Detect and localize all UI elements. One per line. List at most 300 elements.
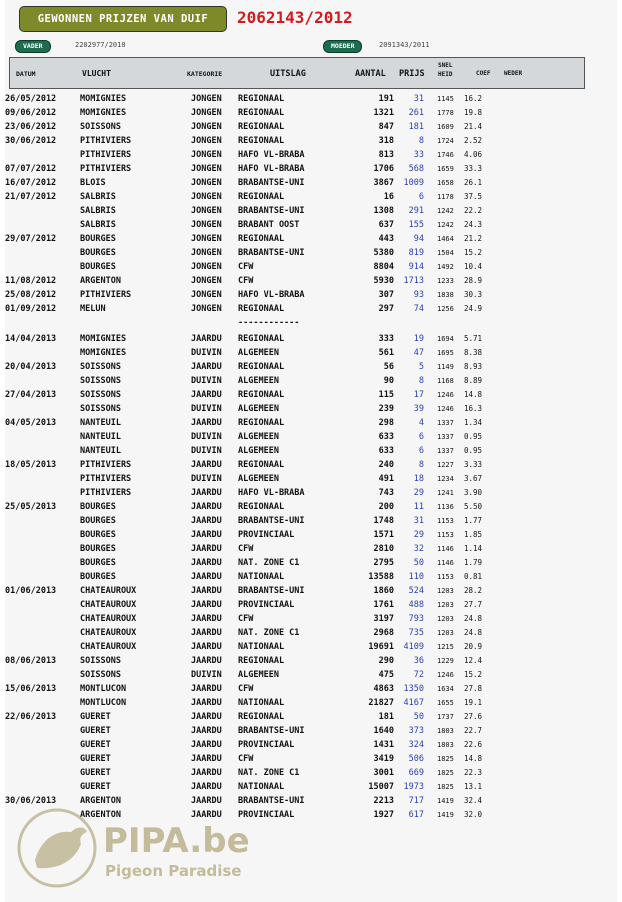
row-flight: MOMIGNIES [80, 94, 127, 104]
table-row [5, 668, 617, 682]
table-row [5, 570, 617, 584]
row-snelheid: 1203 [437, 601, 454, 609]
row-prijs: 31 [413, 94, 424, 104]
row-prijs: 155 [408, 220, 424, 230]
row-uitslag: BRABANTSE-UNI [238, 206, 305, 216]
col-aantal: AANTAL [355, 69, 386, 79]
row-snelheid: 1658 [437, 179, 454, 187]
row-category: DUIVIN [191, 348, 222, 358]
row-aantal: 307 [378, 290, 394, 300]
moeder-ring: 2091343/2011 [379, 41, 430, 49]
row-flight: GUERET [80, 712, 111, 722]
row-coef: 1.85 [464, 530, 483, 539]
table-row [5, 514, 617, 528]
table-row [5, 584, 617, 598]
row-coef: 3.67 [464, 474, 483, 483]
row-flight: NANTEUIL [80, 418, 121, 428]
moeder-badge[interactable]: MOEDER [323, 40, 362, 53]
table-row [5, 360, 617, 374]
row-coef: 4.06 [464, 150, 483, 159]
row-flight: PITHIVIERS [80, 150, 132, 160]
row-aantal: 633 [378, 432, 394, 442]
table-row [5, 654, 617, 668]
row-coef: 1.79 [464, 558, 483, 567]
row-uitslag: NATIONAAL [238, 782, 285, 792]
row-prijs: 50 [413, 558, 424, 568]
row-category: JAARDU [191, 572, 222, 582]
row-coef: 5.50 [464, 502, 483, 511]
row-uitslag: REGIONAAL [238, 362, 285, 372]
row-prijs: 5 [418, 362, 424, 372]
row-uitslag: PROVINCIAAL [238, 600, 295, 610]
row-aantal: 290 [378, 656, 394, 666]
row-coef: 28.2 [464, 586, 483, 595]
row-aantal: 813 [378, 150, 394, 160]
row-coef: 24.8 [464, 628, 483, 637]
row-flight: SALBRIS [80, 192, 116, 202]
row-coef: 19.8 [464, 108, 483, 117]
row-date: 25/05/2013 [5, 502, 57, 512]
row-uitslag: PROVINCIAAL [238, 530, 295, 540]
row-category: JONGEN [191, 150, 222, 160]
row-uitslag: REGIONAAL [238, 460, 285, 470]
col-kategorie: KATEGORIE [187, 70, 223, 78]
row-aantal: 561 [378, 348, 394, 358]
row-date: 25/08/2012 [5, 290, 57, 300]
row-category: JONGEN [191, 164, 222, 174]
row-date: 18/05/2013 [5, 460, 57, 470]
row-snelheid: 1737 [437, 713, 454, 721]
row-flight: CHATEAUROUX [80, 628, 137, 638]
row-category: JONGEN [191, 108, 222, 118]
table-header [9, 57, 585, 89]
row-aantal: 633 [378, 446, 394, 456]
row-snelheid: 1825 [437, 769, 454, 777]
row-flight: BOURGES [80, 262, 116, 272]
row-flight: PITHIVIERS [80, 164, 132, 174]
row-category: JONGEN [191, 220, 222, 230]
row-coef: 27.7 [464, 600, 483, 609]
row-aantal: 298 [378, 418, 394, 428]
row-uitslag: NAT. ZONE C1 [238, 558, 300, 568]
row-flight: MONTLUCON [80, 698, 127, 708]
row-flight: BLOIS [80, 178, 106, 188]
row-coef: 0.81 [464, 572, 483, 581]
row-flight: BOURGES [80, 558, 116, 568]
row-aantal: 115 [378, 390, 394, 400]
row-prijs: 261 [408, 108, 424, 118]
row-aantal: 181 [378, 712, 394, 722]
row-prijs: 19 [413, 334, 424, 344]
row-coef: 27.8 [464, 684, 483, 693]
row-flight: CHATEAUROUX [80, 642, 137, 652]
row-uitslag: CFW [238, 684, 254, 694]
row-uitslag: BRABANTSE-UNI [238, 248, 305, 258]
row-prijs: 17 [413, 390, 424, 400]
row-coef: 14.8 [464, 754, 483, 763]
row-uitslag: REGIONAAL [238, 334, 285, 344]
row-category: JAARDU [191, 628, 222, 638]
row-date: 22/06/2013 [5, 712, 57, 722]
row-coef: 1.34 [464, 418, 483, 427]
row-snelheid: 1778 [437, 109, 454, 117]
row-aantal: 1640 [373, 726, 394, 736]
row-category: JAARDU [191, 530, 222, 540]
table-row [5, 288, 617, 302]
row-prijs: 617 [408, 810, 424, 820]
row-snelheid: 1419 [437, 811, 454, 819]
row-prijs: 914 [408, 262, 424, 272]
row-uitslag: ALGEMEEN [238, 474, 279, 484]
row-category: JAARDU [191, 488, 222, 498]
row-snelheid: 1178 [437, 193, 454, 201]
row-aantal: 21827 [368, 698, 394, 708]
row-aantal: 318 [378, 136, 394, 146]
row-aantal: 491 [378, 474, 394, 484]
row-snelheid: 1825 [437, 755, 454, 763]
table-row [5, 612, 617, 626]
row-flight: PITHIVIERS [80, 460, 132, 470]
row-category: JAARDU [191, 418, 222, 428]
table-row [5, 134, 617, 148]
row-flight: PITHIVIERS [80, 136, 132, 146]
row-uitslag: REGIONAAL [238, 136, 285, 146]
row-flight: ARGENTON [80, 276, 121, 286]
row-uitslag: PROVINCIAAL [238, 740, 295, 750]
table-row [5, 374, 617, 388]
table-row [5, 500, 617, 514]
row-prijs: 524 [408, 586, 424, 596]
row-coef: 16.3 [464, 404, 483, 413]
row-coef: 8.38 [464, 348, 483, 357]
row-snelheid: 1694 [437, 335, 454, 343]
row-aantal: 637 [378, 220, 394, 230]
row-coef: 32.4 [464, 796, 483, 805]
row-prijs: 6 [418, 446, 424, 456]
row-flight: NANTEUIL [80, 432, 121, 442]
row-category: JAARDU [191, 614, 222, 624]
row-prijs: 4109 [403, 642, 424, 652]
row-aantal: 90 [383, 376, 394, 386]
table-row [5, 190, 617, 204]
table-row [5, 260, 617, 274]
row-category: JAARDU [191, 796, 222, 806]
row-flight: BOURGES [80, 502, 116, 512]
col-datum: DATUM [16, 70, 36, 78]
row-uitslag: ALGEMEEN [238, 376, 279, 386]
row-aantal: 13588 [368, 572, 394, 582]
row-coef: 16.2 [464, 94, 483, 103]
row-snelheid: 1136 [437, 503, 454, 511]
table-row [5, 528, 617, 542]
row-prijs: 29 [413, 530, 424, 540]
row-snelheid: 1634 [437, 685, 454, 693]
row-prijs: 793 [408, 614, 424, 624]
row-category: JAARDU [191, 558, 222, 568]
row-coef: 33.3 [464, 164, 483, 173]
row-snelheid: 1146 [437, 559, 454, 567]
table-row [5, 416, 617, 430]
table-row [5, 346, 617, 360]
row-uitslag: NATIONAAL [238, 642, 285, 652]
row-prijs: 1350 [403, 684, 424, 694]
row-snelheid: 1655 [437, 699, 454, 707]
row-uitslag: REGIONAAL [238, 418, 285, 428]
table-row [5, 162, 617, 176]
row-flight: BOURGES [80, 530, 116, 540]
row-uitslag: CFW [238, 262, 254, 272]
row-coef: 8.93 [464, 362, 483, 371]
row-aantal: 847 [378, 122, 394, 132]
row-snelheid: 1419 [437, 797, 454, 805]
row-flight: SOISSONS [80, 670, 121, 680]
row-snelheid: 1246 [437, 671, 454, 679]
row-snelheid: 1492 [437, 263, 454, 271]
row-aantal: 191 [378, 94, 394, 104]
row-category: JAARDU [191, 782, 222, 792]
table-row [5, 92, 617, 106]
row-coef: 15.2 [464, 670, 483, 679]
row-aantal: 1571 [373, 530, 394, 540]
row-aantal: 8804 [373, 262, 394, 272]
row-prijs: 31 [413, 516, 424, 526]
table-row [5, 486, 617, 500]
col-prijs: PRIJS [399, 69, 425, 79]
row-uitslag: CFW [238, 276, 254, 286]
table-row [5, 332, 617, 346]
row-snelheid: 1337 [437, 419, 454, 427]
results-page [5, 0, 617, 902]
row-date: 30/06/2012 [5, 136, 57, 146]
row-flight: BOURGES [80, 544, 116, 554]
row-uitslag: HAFO VL-BRABA [238, 164, 305, 174]
row-coef: 1.14 [464, 544, 483, 553]
row-uitslag: HAFO VL-BRABA [238, 290, 305, 300]
row-snelheid: 1153 [437, 531, 454, 539]
row-aantal: 5930 [373, 276, 394, 286]
row-coef: 0.95 [464, 432, 483, 441]
row-flight: MOMIGNIES [80, 108, 127, 118]
row-aantal: 19691 [368, 642, 394, 652]
row-flight: MELUN [80, 304, 106, 314]
row-flight: GUERET [80, 740, 111, 750]
row-coef: 15.2 [464, 248, 483, 257]
row-snelheid: 1609 [437, 123, 454, 131]
row-category: JONGEN [191, 192, 222, 202]
row-aantal: 2213 [373, 796, 394, 806]
row-snelheid: 1203 [437, 615, 454, 623]
row-category: JAARDU [191, 502, 222, 512]
row-uitslag: REGIONAAL [238, 94, 285, 104]
row-aantal: 56 [383, 362, 394, 372]
vader-badge[interactable]: VADER [15, 40, 51, 53]
row-coef: 21.4 [464, 122, 483, 131]
table-row [5, 148, 617, 162]
table-row [5, 444, 617, 458]
row-snelheid: 1825 [437, 783, 454, 791]
row-aantal: 1761 [373, 600, 394, 610]
row-category: JAARDU [191, 726, 222, 736]
row-aantal: 15007 [368, 782, 394, 792]
row-uitslag: BRABANTSE-UNI [238, 586, 305, 596]
row-prijs: 6 [418, 192, 424, 202]
row-snelheid: 1203 [437, 587, 454, 595]
row-flight: SOISSONS [80, 404, 121, 414]
row-category: JAARDU [191, 586, 222, 596]
table-row [5, 388, 617, 402]
row-aantal: 240 [378, 460, 394, 470]
row-coef: 5.71 [464, 334, 483, 343]
row-flight: SALBRIS [80, 206, 116, 216]
row-date: 14/04/2013 [5, 334, 57, 344]
table-row [5, 724, 617, 738]
row-coef: 24.3 [464, 220, 483, 229]
table-row [5, 218, 617, 232]
row-coef: 30.3 [464, 290, 483, 299]
pipa-watermark-logo [15, 800, 255, 895]
row-flight: BOURGES [80, 248, 116, 258]
row-category: JAARDU [191, 656, 222, 666]
row-prijs: 819 [408, 248, 424, 258]
watermark-tagline: Pigeon Paradise [105, 862, 242, 880]
row-snelheid: 1145 [437, 95, 454, 103]
row-coef: 24.8 [464, 614, 483, 623]
row-flight: SOISSONS [80, 390, 121, 400]
row-aantal: 333 [378, 334, 394, 344]
row-prijs: 735 [408, 628, 424, 638]
row-prijs: 4167 [403, 698, 424, 708]
row-flight: PITHIVIERS [80, 488, 132, 498]
row-category: DUIVIN [191, 404, 222, 414]
row-date: 21/07/2012 [5, 192, 57, 202]
table-row [5, 302, 617, 316]
row-coef: 24.9 [464, 304, 483, 313]
row-prijs: 373 [408, 726, 424, 736]
row-uitslag: ALGEMEEN [238, 348, 279, 358]
row-coef: 0.95 [464, 446, 483, 455]
row-aantal: 297 [378, 304, 394, 314]
row-snelheid: 1149 [437, 363, 454, 371]
row-flight: ARGENTON [80, 810, 121, 820]
row-prijs: 669 [408, 768, 424, 778]
row-uitslag: REGIONAAL [238, 712, 285, 722]
row-prijs: 4 [418, 418, 424, 428]
row-uitslag: REGIONAAL [238, 122, 285, 132]
row-category: JAARDU [191, 754, 222, 764]
row-prijs: 506 [408, 754, 424, 764]
row-flight: NANTEUIL [80, 446, 121, 456]
row-aantal: 4863 [373, 684, 394, 694]
row-uitslag: CFW [238, 754, 254, 764]
row-aantal: 443 [378, 234, 394, 244]
row-date: 16/07/2012 [5, 178, 57, 188]
row-snelheid: 1464 [437, 235, 454, 243]
table-row [5, 780, 617, 794]
row-uitslag: CFW [238, 544, 254, 554]
row-uitslag: BRABANTSE-UNI [238, 516, 305, 526]
row-flight: SOISSONS [80, 376, 121, 386]
col-weder: WEDER [504, 70, 523, 77]
row-snelheid: 1504 [437, 249, 454, 257]
row-prijs: 1973 [403, 782, 424, 792]
row-snelheid: 1234 [437, 475, 454, 483]
row-uitslag: REGIONAAL [238, 108, 285, 118]
row-snelheid: 1246 [437, 391, 454, 399]
table-row [5, 640, 617, 654]
row-snelheid: 1203 [437, 629, 454, 637]
row-category: JONGEN [191, 248, 222, 258]
row-coef: 1.77 [464, 516, 483, 525]
row-aantal: 200 [378, 502, 394, 512]
row-prijs: 18 [413, 474, 424, 484]
row-snelheid: 1242 [437, 207, 454, 215]
row-prijs: 93 [413, 290, 424, 300]
table-row [5, 458, 617, 472]
row-category: JAARDU [191, 460, 222, 470]
row-category: JAARDU [191, 600, 222, 610]
row-snelheid: 1168 [437, 377, 454, 385]
row-snelheid: 1337 [437, 433, 454, 441]
row-date: 08/06/2013 [5, 656, 57, 666]
table-row [5, 626, 617, 640]
row-aantal: 239 [378, 404, 394, 414]
row-flight: ARGENTON [80, 796, 121, 806]
row-prijs: 110 [408, 572, 424, 582]
row-aantal: 1860 [373, 586, 394, 596]
row-date: 23/06/2012 [5, 122, 57, 132]
table-row [5, 430, 617, 444]
row-flight: SOISSONS [80, 122, 121, 132]
row-coef: 22.3 [464, 768, 483, 777]
table-row [5, 752, 617, 766]
row-uitslag: BRABANTSE-UNI [238, 796, 305, 806]
row-uitslag: HAFO VL-BRABA [238, 488, 305, 498]
table-row [5, 682, 617, 696]
row-prijs: 6 [418, 432, 424, 442]
table-row [5, 274, 617, 288]
row-aantal: 475 [378, 670, 394, 680]
pigeon-ring-number: 2062143/2012 [237, 8, 353, 27]
row-date: 09/06/2012 [5, 108, 57, 118]
row-snelheid: 1337 [437, 447, 454, 455]
row-aantal: 743 [378, 488, 394, 498]
row-snelheid: 1838 [437, 291, 454, 299]
row-flight: CHATEAUROUX [80, 586, 137, 596]
table-row [5, 556, 617, 570]
row-category: JONGEN [191, 122, 222, 132]
row-prijs: 8 [418, 376, 424, 386]
row-uitslag: ALGEMEEN [238, 432, 279, 442]
row-category: JONGEN [191, 290, 222, 300]
row-aantal: 16 [383, 192, 394, 202]
row-date: 07/07/2012 [5, 164, 57, 174]
row-prijs: 29 [413, 488, 424, 498]
row-uitslag: BRABANTSE-UNI [238, 726, 305, 736]
table-row [5, 176, 617, 190]
row-prijs: 291 [408, 206, 424, 216]
table-row [5, 766, 617, 780]
row-flight: PITHIVIERS [80, 290, 132, 300]
row-aantal: 5380 [373, 248, 394, 258]
table-row [5, 120, 617, 134]
row-prijs: 488 [408, 600, 424, 610]
row-date: 11/08/2012 [5, 276, 57, 286]
row-coef: 2.52 [464, 136, 483, 145]
pigeon-icon [19, 810, 95, 886]
row-category: JONGEN [191, 234, 222, 244]
row-coef: 27.6 [464, 712, 483, 721]
row-category: JAARDU [191, 544, 222, 554]
